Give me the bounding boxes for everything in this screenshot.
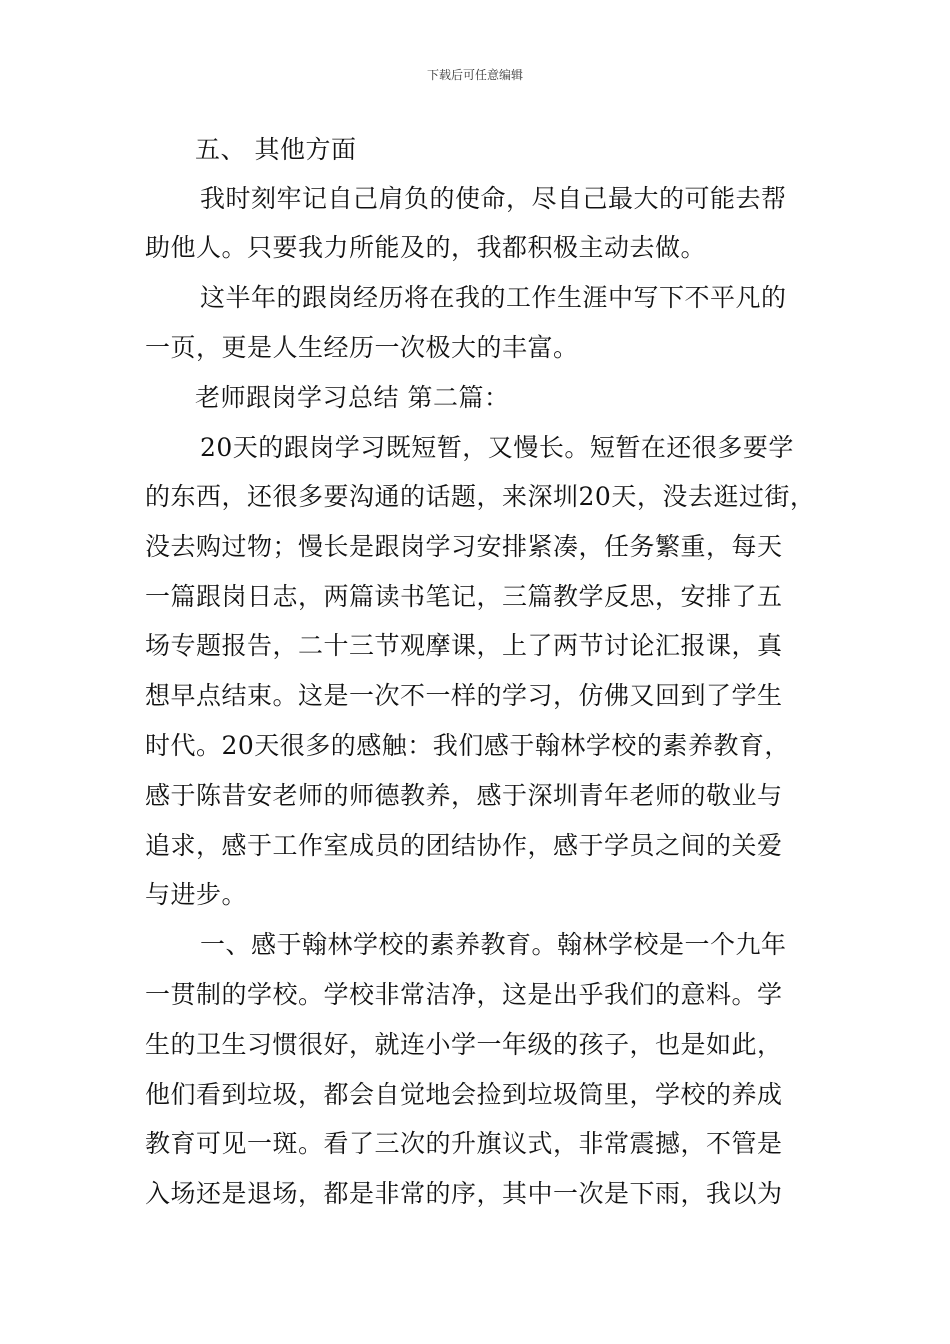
text-line: 入场还是退场，都是非常的序，其中一次是下雨，我以为	[145, 1179, 783, 1208]
text-line: 的东西，还很多要沟通的话题，来深圳20天，没去逛过街，	[145, 482, 816, 511]
text-line: 一篇跟岗日志，两篇读书笔记，三篇教学反思，安排了五	[145, 582, 783, 611]
text-line: 与进步。	[145, 880, 248, 909]
text-line: 我时刻牢记自己肩负的使命，尽自己最大的可能去帮	[200, 184, 787, 213]
text-line: 教育可见一斑。看了三次的升旗议式，非常震撼，不管是	[145, 1129, 783, 1158]
section-heading: 五、 其他方面	[195, 135, 357, 164]
text-line: 一贯制的学校。学校非常洁净，这是出乎我们的意料。学	[145, 980, 783, 1009]
text-line: 生的卫生习惯很好，就连小学一年级的孩子，也是如此，	[145, 1030, 783, 1059]
text-line: 场专题报告，二十三节观摩课，上了两节讨论汇报课，真	[145, 631, 783, 660]
text-line: 追求，感于工作室成员的团结协作，感于学员之间的关爱	[145, 831, 783, 860]
page-header: 下载后可任意编辑	[426, 68, 523, 82]
text-line: 他们看到垃圾，都会自觉地会捡到垃圾筒里，学校的养成	[145, 1080, 783, 1109]
text-line: 想早点结束。这是一次不一样的学习，仿佛又回到了学生	[145, 681, 783, 710]
text-line: 时代。20天很多的感触：我们感于翰林学校的素养教育，	[145, 731, 790, 760]
text-line: 一页，更是人生经历一次极大的丰富。	[145, 333, 579, 362]
text-line: 感于陈昔安老师的师德教养，感于深圳青年老师的敬业与	[145, 781, 783, 810]
text-line: 这半年的跟岗经历将在我的工作生涯中写下不平凡的	[200, 283, 787, 312]
text-line: 没去购过物；慢长是跟岗学习安排紧凑，任务繁重，每天	[145, 532, 783, 561]
section-heading: 老师跟岗学习总结 第二篇：	[195, 383, 510, 412]
text-line: 20天的跟岗学习既短暂，又慢长。短暂在还很多要学	[200, 433, 794, 462]
text-line: 助他人。只要我力所能及的，我都积极主动去做。	[145, 233, 707, 262]
text-line: 一、感于翰林学校的素养教育。翰林学校是一个九年	[200, 930, 787, 959]
